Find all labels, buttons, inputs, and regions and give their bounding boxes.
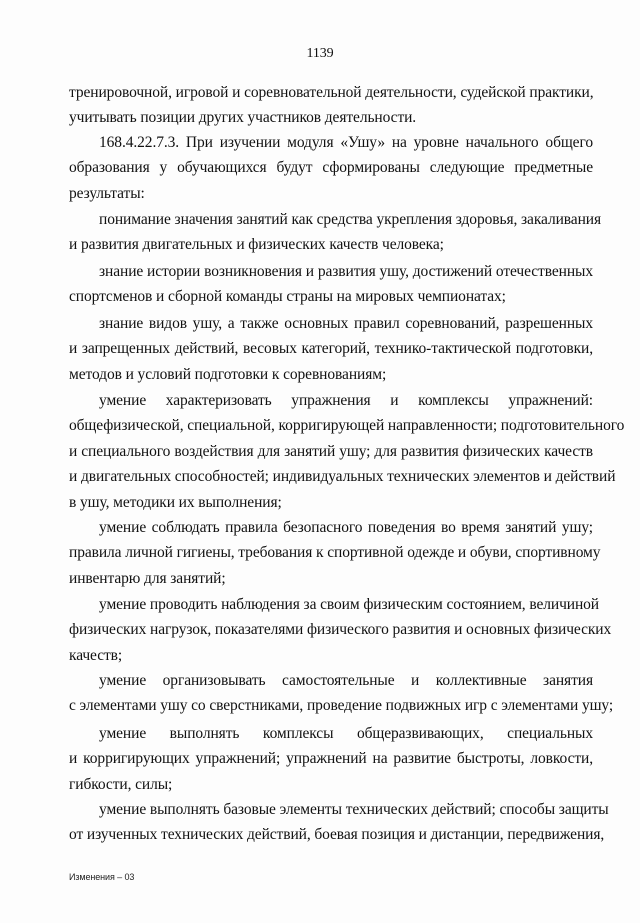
text-line: и двигательных способностей; индивидуальных технических элементов и действий (69, 468, 616, 486)
paragraph (69, 668, 614, 719)
text-line: и корригирующих упражнений; упражнений на развитие быстроты, ловкости, (69, 750, 593, 768)
text-line: учитывать позиции других участников деятельности. (69, 109, 417, 127)
text-line: умение организовывать самостоятельные и коллективные занятия (99, 672, 593, 689)
text-line: и запрещенных действий, весовых категорий, технико-тактической подготовки, (69, 340, 593, 358)
footer-note: Изменения – 03 (69, 872, 135, 882)
text-line: общефизической, специальной, корригирующей направленности; подготовительного (69, 417, 625, 435)
text-line: умение выполнять комплексы общеразвивающих, специальных (99, 725, 593, 742)
text-line: методов и условий подготовки к соревнованиям; (69, 365, 387, 383)
text-line: знание видов ушу, а также основных правил соревнований, разрешенных (99, 315, 593, 332)
text-line: образования у обучающихся будут сформированы следующие предметные (69, 159, 593, 177)
text-line: и специального воздействия для занятий ушу; для развития физических качеств (69, 442, 593, 460)
text-line: качеств; (69, 646, 123, 664)
paragraph (69, 259, 593, 310)
text-line: спортсменов и сборной команды страны на мировых чемпионатах; (69, 288, 506, 306)
text-line: гибкости, силы; (69, 775, 173, 793)
text-line: с элементами ушу со сверстниками, проведение подвижных игр с элементами ушу; (69, 697, 614, 715)
paragraph (69, 515, 601, 591)
paragraph (69, 80, 593, 131)
text-line: тренировочной, игровой и соревновательной деятельности, судейской практики, (69, 84, 594, 101)
paragraph (69, 721, 593, 797)
text-line: инвентарю для занятий; (69, 569, 226, 587)
paragraph (69, 388, 625, 515)
paragraph (69, 130, 593, 206)
text-line: умение проводить наблюдения за своим физическим состоянием, величиной (99, 596, 599, 613)
paragraph (69, 797, 609, 848)
paragraph (69, 207, 601, 258)
text-line: в ушу, методики их выполнения; (69, 493, 282, 511)
text-line: физических нагрузок, показателями физического развития и основных физических (69, 621, 612, 639)
text-line: умение выполнять базовые элементы технических действий; способы защиты (99, 801, 609, 818)
text-line: 168.4.22.7.3. При изучении модуля «Ушу» на уровне начального общего (99, 134, 593, 151)
paragraph (69, 311, 593, 387)
paragraph (69, 592, 612, 668)
text-line: умение характеризовать упражнения и комплексы упражнений: (99, 392, 593, 409)
text-line: от изученных технических действий, боевая позиция и дистанции, передвижения, (69, 826, 605, 844)
text-line: понимание значения занятий как средства укрепления здоровья, закаливания (99, 211, 601, 228)
page-number: 1139 (306, 46, 334, 61)
text-line: умение соблюдать правила безопасного поведения во время занятий ушу; (99, 519, 593, 536)
text-line: результаты: (69, 184, 145, 202)
text-line: и развития двигательных и физических качеств человека; (69, 236, 444, 254)
text-line: правила личной гигиены, требования к спортивной одежде и обуви, спортивному (69, 544, 601, 562)
text-line: знание истории возникновения и развития ушу, достижений отечественных (99, 263, 593, 280)
